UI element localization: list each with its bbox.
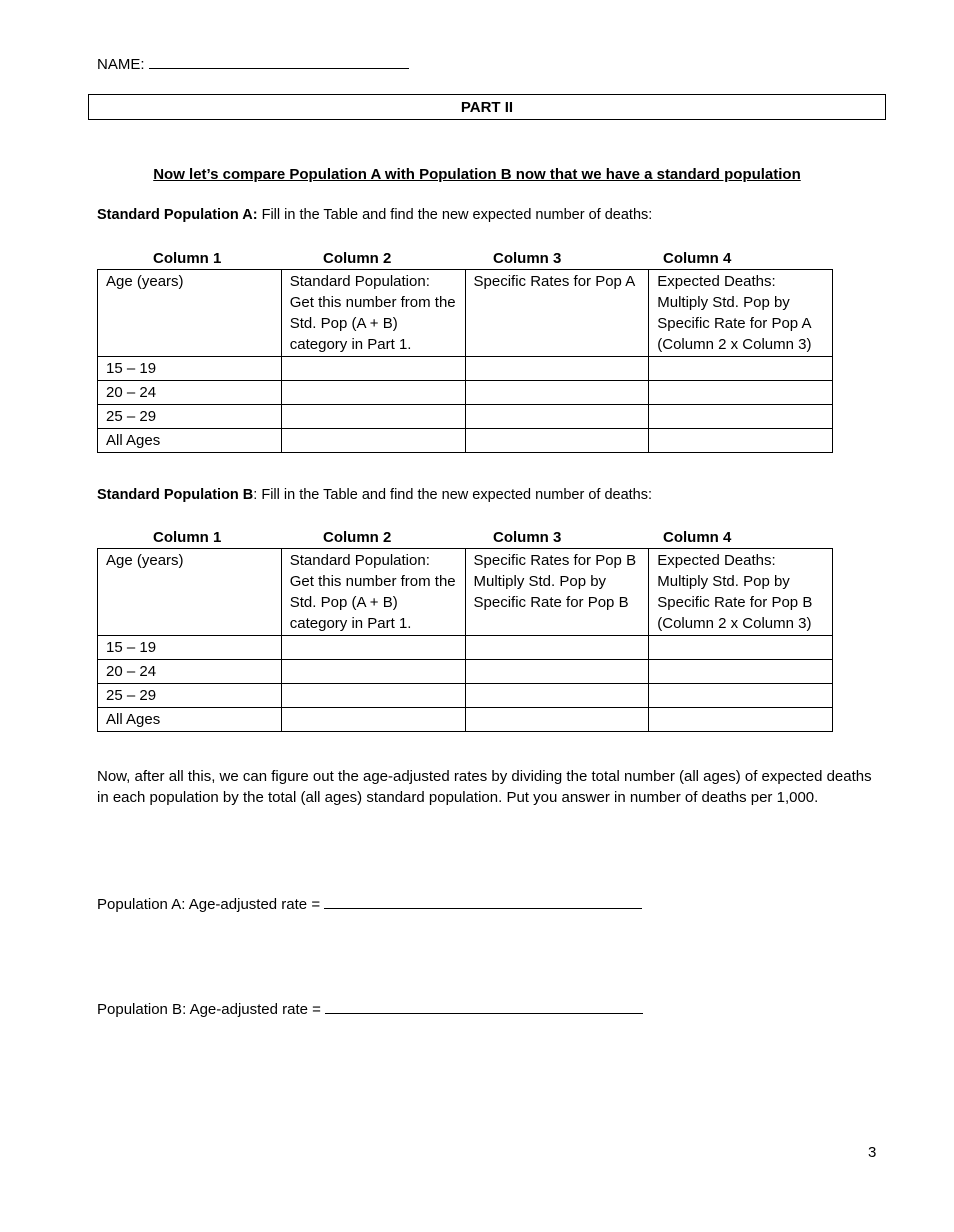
header-cell-expected-deaths: Expected Deaths: Multiply Std. Pop by Specific Rate for Pop B (Column 2 x Column 3) xyxy=(649,549,833,636)
header-cell-specific-rates: Specific Rates for Pop B Multiply Std. Pop by Specific Rate for Pop B xyxy=(465,549,649,636)
header-cell-expected-deaths: Expected Deaths: Multiply Std. Pop by Specific Rate for Pop A (Column 2 x Column 3) xyxy=(649,270,833,357)
standard-population-input[interactable] xyxy=(281,405,465,429)
standard-population-input[interactable] xyxy=(281,381,465,405)
part-title-box: PART II xyxy=(88,94,886,120)
table-row xyxy=(98,429,833,453)
section-b-column-headings xyxy=(97,529,833,546)
column-heading: Column 1 xyxy=(153,529,222,546)
section-b-instruction: : Fill in the Table and find the new expected number of deaths: xyxy=(253,487,653,503)
table-header-row xyxy=(98,549,833,636)
header-cell-standard-population: Standard Population: Get this number from the Std. Pop (A + B) category in Part 1. xyxy=(281,270,465,357)
standard-population-input[interactable] xyxy=(281,708,465,732)
specific-rate-input[interactable] xyxy=(465,708,649,732)
age-group-cell: 25 – 29 xyxy=(98,405,282,429)
age-group-cell: 15 – 19 xyxy=(98,357,282,381)
age-group-cell: 20 – 24 xyxy=(98,660,282,684)
column-heading: Column 4 xyxy=(663,250,732,267)
answer-row-pop-b xyxy=(97,999,643,1018)
expected-deaths-input[interactable] xyxy=(649,405,833,429)
expected-deaths-input[interactable] xyxy=(649,636,833,660)
specific-rate-input[interactable] xyxy=(465,381,649,405)
table-row xyxy=(98,708,833,732)
table-row xyxy=(98,357,833,381)
table-row xyxy=(98,636,833,660)
section-a-intro xyxy=(97,207,652,223)
table-row xyxy=(98,660,833,684)
name-field-row xyxy=(97,54,409,73)
section-a-column-headings xyxy=(97,250,833,267)
column-heading: Column 2 xyxy=(323,250,392,267)
header-cell-standard-population: Standard Population: Get this number from the Std. Pop (A + B) category in Part 1. xyxy=(281,549,465,636)
expected-deaths-input[interactable] xyxy=(649,660,833,684)
standard-population-input[interactable] xyxy=(281,684,465,708)
age-group-cell: All Ages xyxy=(98,708,282,732)
name-label: NAME: xyxy=(97,56,145,73)
answer-label-pop-a: Population A: Age-adjusted rate = xyxy=(97,896,321,913)
expected-deaths-input[interactable] xyxy=(649,708,833,732)
specific-rate-input[interactable] xyxy=(465,357,649,381)
header-cell-specific-rates: Specific Rates for Pop A xyxy=(465,270,649,357)
answer-input-pop-b[interactable] xyxy=(325,999,643,1014)
section-b-label: Standard Population B xyxy=(97,487,254,503)
expected-deaths-input[interactable] xyxy=(649,684,833,708)
section-a-instruction: Fill in the Table and find the new expected number of deaths: xyxy=(257,207,653,223)
column-heading: Column 4 xyxy=(663,529,732,546)
standard-population-input[interactable] xyxy=(281,429,465,453)
table-row xyxy=(98,381,833,405)
section-b-table xyxy=(97,548,833,732)
specific-rate-input[interactable] xyxy=(465,429,649,453)
column-heading: Column 1 xyxy=(153,250,222,267)
page-number: 3 xyxy=(868,1144,877,1161)
answer-label-pop-b: Population B: Age-adjusted rate = xyxy=(97,1001,321,1018)
age-group-cell: 15 – 19 xyxy=(98,636,282,660)
table-header-row xyxy=(98,270,833,357)
answer-input-pop-a[interactable] xyxy=(324,894,642,909)
specific-rate-input[interactable] xyxy=(465,405,649,429)
section-heading: Now let’s compare Population A with Population B now that we have a standard population xyxy=(153,166,801,183)
expected-deaths-input[interactable] xyxy=(649,357,833,381)
column-heading: Column 2 xyxy=(323,529,392,546)
expected-deaths-input[interactable] xyxy=(649,429,833,453)
age-group-cell: All Ages xyxy=(98,429,282,453)
column-heading: Column 3 xyxy=(493,529,562,546)
specific-rate-input[interactable] xyxy=(465,684,649,708)
standard-population-input[interactable] xyxy=(281,636,465,660)
expected-deaths-input[interactable] xyxy=(649,381,833,405)
table-row xyxy=(98,405,833,429)
standard-population-input[interactable] xyxy=(281,357,465,381)
answer-row-pop-a xyxy=(97,894,642,913)
standard-population-input[interactable] xyxy=(281,660,465,684)
section-b-intro xyxy=(97,487,652,503)
age-group-cell: 20 – 24 xyxy=(98,381,282,405)
column-heading: Column 3 xyxy=(493,250,562,267)
specific-rate-input[interactable] xyxy=(465,636,649,660)
header-cell-age: Age (years) xyxy=(98,549,282,636)
specific-rate-input[interactable] xyxy=(465,660,649,684)
instructions-paragraph: Now, after all this, we can figure out the age-adjusted rates by dividing the total number (all ages) of expected deaths in each population by the total (all ages) standard population. Put you answer in number of deaths per 1,000. xyxy=(97,768,872,806)
section-a-table xyxy=(97,269,833,453)
name-input-line[interactable] xyxy=(149,54,409,69)
table-row xyxy=(98,684,833,708)
age-group-cell: 25 – 29 xyxy=(98,684,282,708)
section-a-label: Standard Population A: xyxy=(97,207,258,223)
header-cell-age: Age (years) xyxy=(98,270,282,357)
